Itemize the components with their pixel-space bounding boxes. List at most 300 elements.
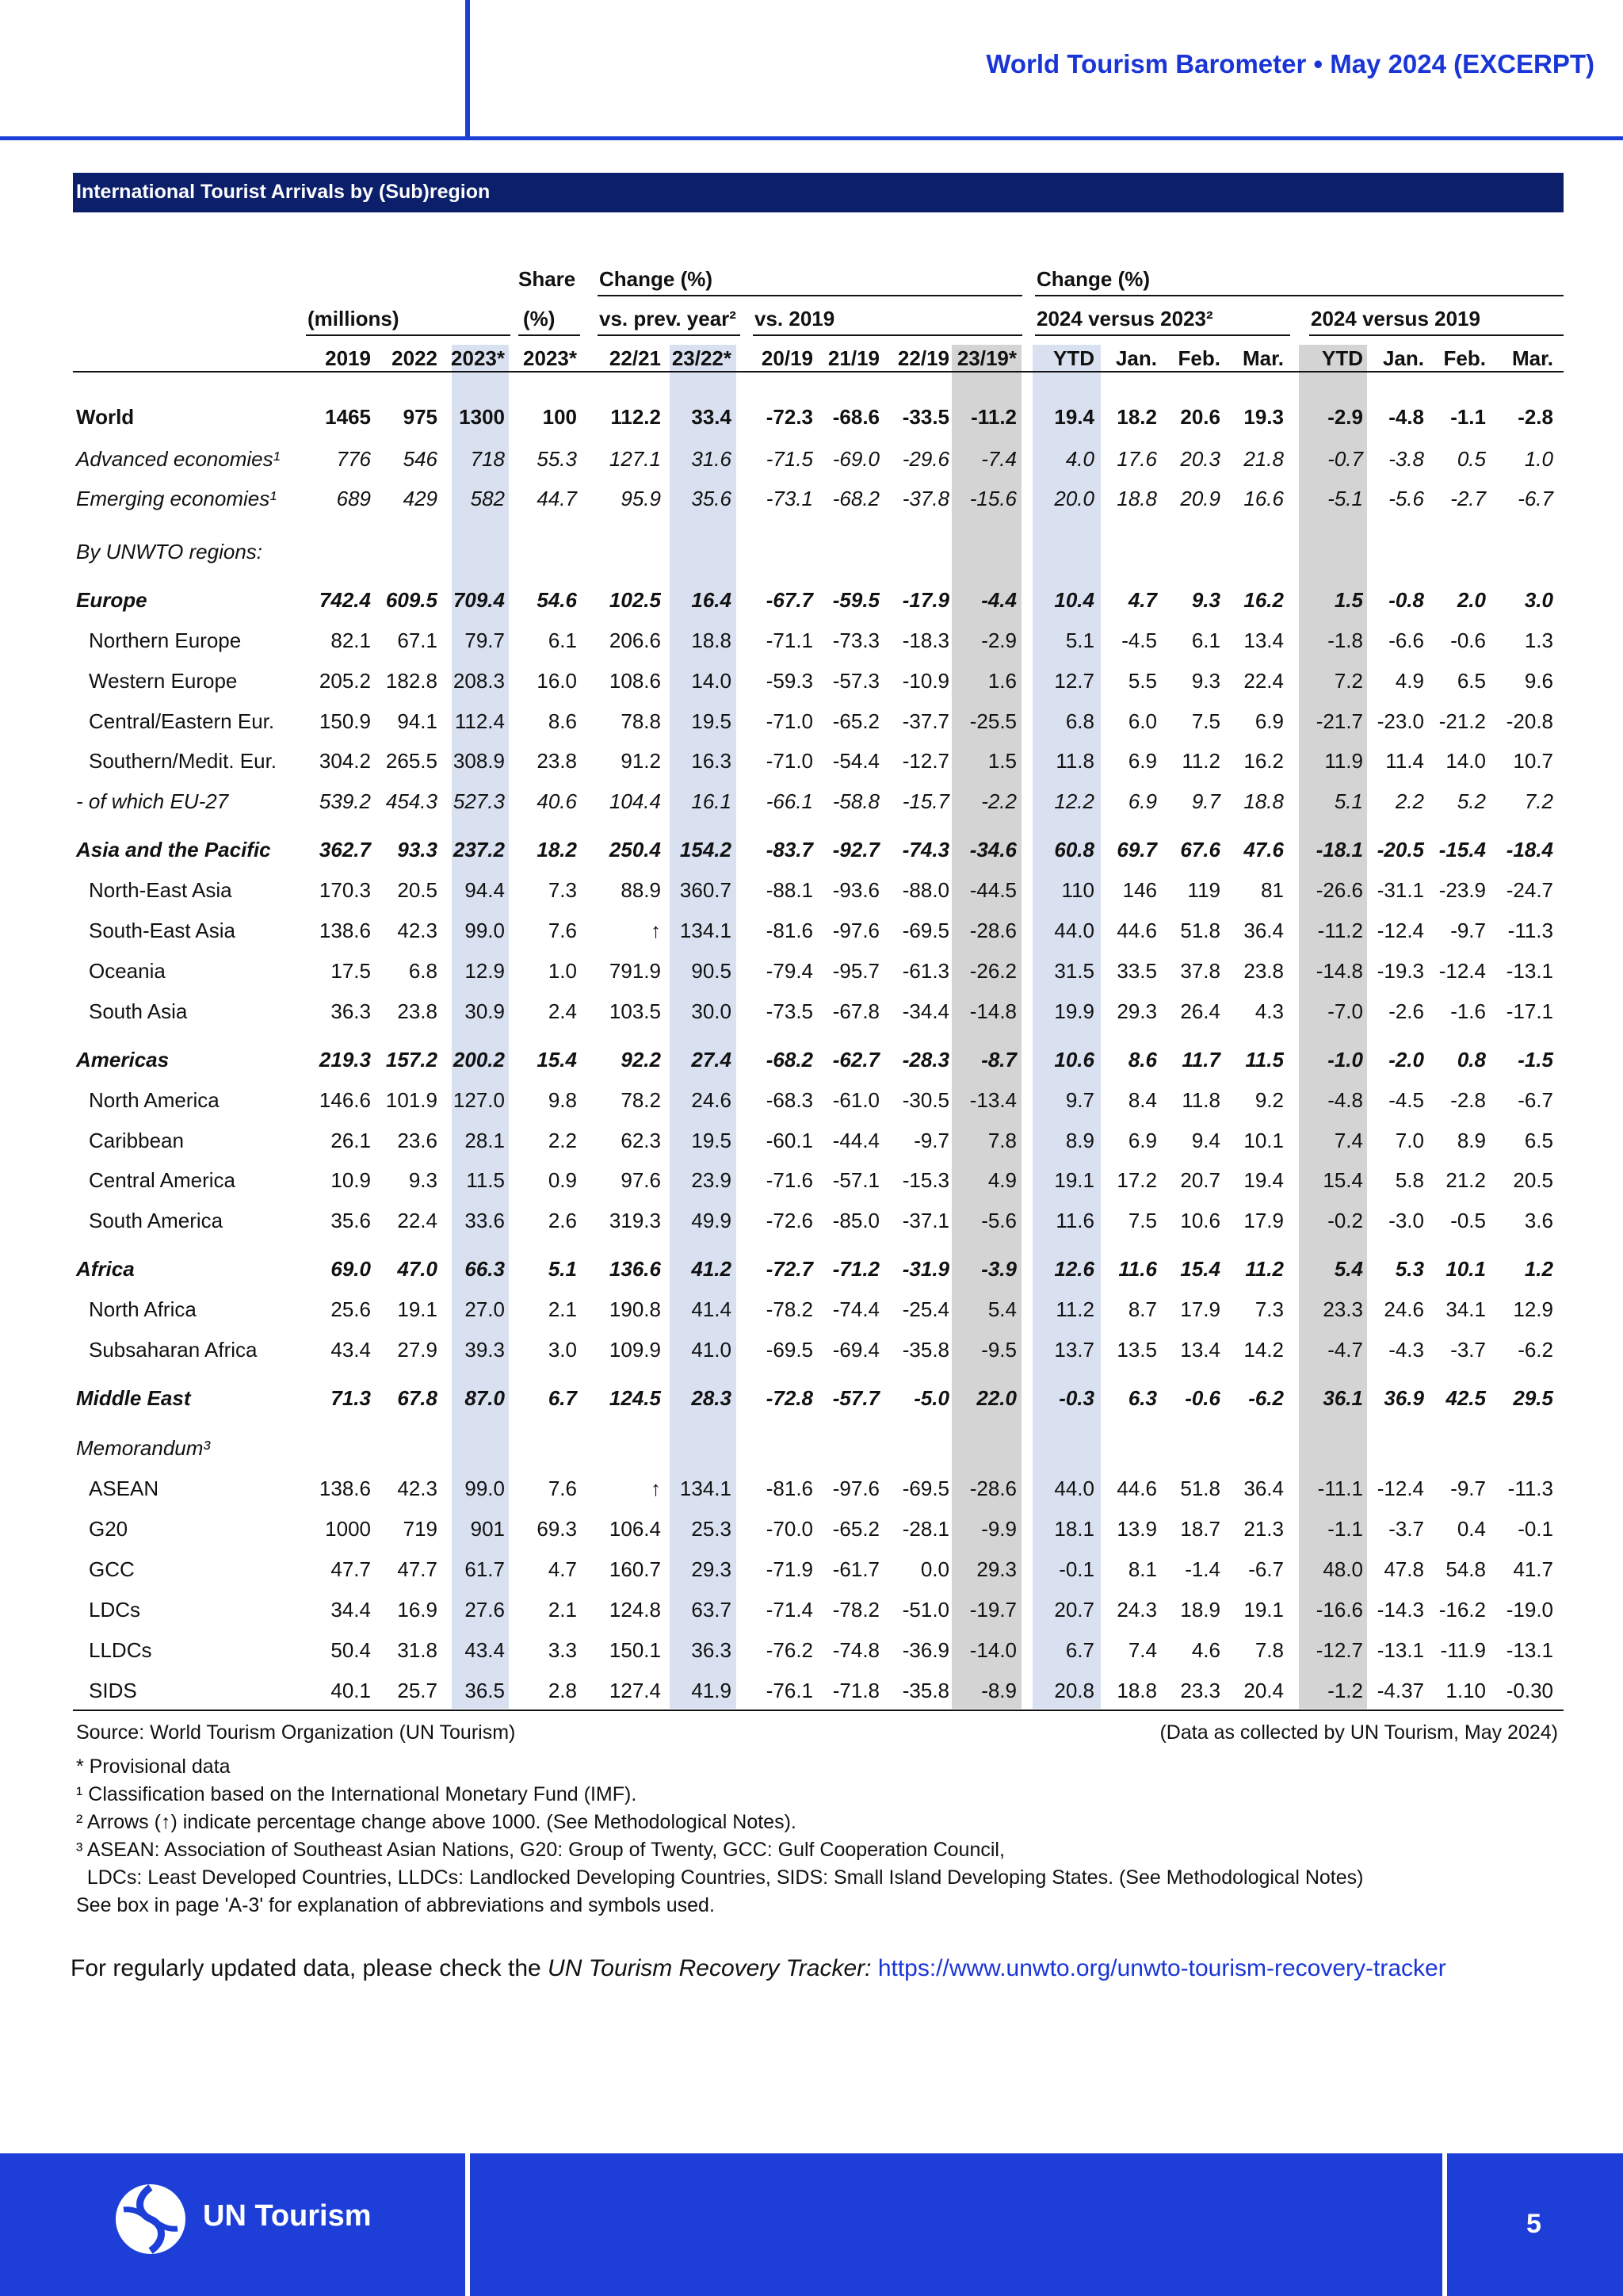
table-cell: 17.5 [330, 959, 371, 983]
table-cell: 10.7 [1513, 749, 1553, 773]
table-cell: 2.2 [548, 1129, 577, 1152]
table-cell: 104.4 [609, 789, 661, 813]
table-cell: -14.8 [1316, 959, 1363, 983]
table-cell: -73.5 [766, 999, 813, 1023]
table-cell: 4.0 [1065, 447, 1094, 471]
table-cell: 5.4 [1334, 1257, 1363, 1281]
table-cell: -12.7 [1316, 1638, 1363, 1662]
table-row [0, 1122, 1623, 1159]
table-cell: -11.1 [1317, 1477, 1363, 1500]
table-cell: 50.4 [330, 1638, 371, 1662]
row-label: South America [89, 1209, 223, 1232]
table-cell: -3.8 [1388, 447, 1424, 471]
table-cell: 6.5 [1457, 669, 1486, 693]
table-cell: 8.6 [548, 709, 577, 733]
column-header: YTD [1322, 346, 1363, 370]
table-cell: -44.4 [832, 1129, 880, 1152]
table-cell: -62.7 [832, 1048, 880, 1072]
hdr-vs-prev-year: vs. prev. year² [599, 307, 736, 330]
table-cell: 1.2 [1524, 1257, 1553, 1281]
table-cell: 12.9 [464, 959, 505, 983]
table-cell: 134.1 [679, 919, 731, 942]
table-cell: -88.1 [766, 878, 813, 902]
table-cell: -10.9 [902, 669, 949, 693]
table-cell: 16.9 [397, 1598, 437, 1622]
table-cell: 28.1 [464, 1129, 505, 1152]
table-cell: 190.8 [609, 1297, 661, 1321]
table-cell: -20.8 [1506, 709, 1553, 733]
table-cell: 1.6 [987, 669, 1017, 693]
table-cell: -54.4 [832, 749, 880, 773]
table-cell: 48.0 [1323, 1557, 1363, 1581]
table-cell: 124.5 [609, 1386, 661, 1410]
table-cell: 200.2 [453, 1048, 505, 1072]
table-cell: 319.3 [609, 1209, 661, 1232]
table-row [0, 831, 1623, 868]
table-cell: -59.3 [766, 669, 813, 693]
table-cell: 3.0 [1524, 588, 1553, 612]
source-right: (Data as collected by UN Tourism, May 2024) [1159, 1721, 1558, 1744]
table-cell: 11.6 [1056, 1209, 1094, 1232]
table-row [0, 399, 1623, 435]
table-cell: 9.6 [1524, 669, 1553, 693]
table-cell: -14.3 [1377, 1598, 1424, 1622]
table-cell: 51.8 [1180, 1477, 1220, 1500]
table-cell: 44.7 [537, 487, 577, 510]
table-cell: -11.9 [1440, 1638, 1486, 1662]
table-row [0, 1672, 1623, 1709]
table-cell: 55.3 [537, 447, 577, 471]
table-cell: -8.9 [981, 1679, 1017, 1702]
table-cell: 1.3 [1524, 628, 1553, 652]
table-cell: -51.0 [902, 1598, 949, 1622]
footer-logo-text: UN Tourism [203, 2199, 372, 2233]
table-cell: -13.4 [969, 1088, 1017, 1112]
table-cell: 18.8 [691, 628, 731, 652]
table-cell: -29.6 [902, 447, 949, 471]
table-cell: 527.3 [453, 789, 505, 813]
table-cell: 11.5 [466, 1168, 505, 1192]
table-cell: 47.7 [397, 1557, 437, 1581]
table-cell: 90.5 [691, 959, 731, 983]
table-cell: 42.3 [397, 1477, 437, 1500]
table-cell: 18.7 [1180, 1517, 1220, 1541]
table-cell: -4.5 [1388, 1088, 1424, 1112]
table-cell: -83.7 [766, 838, 813, 861]
table-cell: -26.2 [969, 959, 1017, 983]
table-cell: -70.0 [766, 1517, 813, 1541]
table-cell: -71.2 [832, 1257, 880, 1281]
table-cell: -21.7 [1316, 709, 1363, 733]
hdr-share: Share [518, 267, 576, 291]
table-cell: -7.0 [1327, 999, 1363, 1023]
table-cell: -72.6 [766, 1209, 813, 1232]
row-label: Southern/Medit. Eur. [89, 749, 277, 773]
table-cell: 42.5 [1445, 1386, 1486, 1410]
row-label: GCC [89, 1557, 135, 1581]
table-cell: -4.37 [1377, 1679, 1424, 1702]
table-cell: -28.6 [969, 919, 1017, 942]
column-header: 22/21 [609, 346, 661, 370]
table-cell: -6.6 [1388, 628, 1424, 652]
table-cell: 51.8 [1180, 919, 1220, 942]
row-label: Oceania [89, 959, 166, 983]
table-cell: -2.6 [1388, 999, 1424, 1023]
table-cell: 11.8 [1182, 1088, 1220, 1112]
table-cell: -9.7 [914, 1129, 949, 1152]
table-cell: 10.6 [1054, 1048, 1094, 1072]
table-row [0, 953, 1623, 989]
table-row [0, 1162, 1623, 1198]
table-row [0, 1511, 1623, 1547]
table-row [0, 582, 1623, 618]
table-cell: 13.7 [1054, 1338, 1094, 1362]
rule-millions [306, 334, 510, 336]
table-cell: 8.9 [1065, 1129, 1094, 1152]
table-cell: 2.8 [548, 1679, 577, 1702]
table-cell: 15.4 [537, 1048, 577, 1072]
table-cell: -15.7 [902, 789, 949, 813]
table-cell: 16.2 [1243, 588, 1284, 612]
table-cell: -9.7 [1450, 1477, 1486, 1500]
table-cell: 44.6 [1117, 919, 1157, 942]
row-label: Northern Europe [89, 628, 242, 652]
table-cell: 2.1 [548, 1297, 577, 1321]
table-cell: -69.4 [832, 1338, 880, 1362]
table-cell: 6.1 [1191, 628, 1220, 652]
table-cell: 901 [470, 1517, 505, 1541]
table-cell: -58.8 [832, 789, 880, 813]
table-cell: -93.6 [832, 878, 880, 902]
table-row [0, 993, 1623, 1030]
table-cell: -65.2 [832, 709, 880, 733]
table-cell: 7.6 [548, 1477, 577, 1500]
table-cell: -19.7 [969, 1598, 1017, 1622]
table-cell: 27.4 [691, 1048, 731, 1072]
table-cell: 11.8 [1056, 749, 1094, 773]
table-cell: 37.8 [1180, 959, 1220, 983]
table-cell: -13.1 [1506, 1638, 1553, 1662]
table-cell: 106.4 [609, 1517, 661, 1541]
table-cell: -1.1 [1327, 1517, 1363, 1541]
table-cell: 14.0 [1445, 749, 1486, 773]
table-cell: -17.1 [1506, 999, 1553, 1023]
table-cell: 362.7 [319, 838, 371, 861]
page-number: 5 [1526, 2209, 1541, 2239]
table-cell: 40.6 [537, 789, 577, 813]
table-cell: 79.7 [464, 628, 505, 652]
table-cell: 54.6 [537, 588, 577, 612]
page-header-title: World Tourism Barometer • May 2024 (EXCERPT) [986, 49, 1594, 78]
table-cell: 1.0 [1524, 447, 1553, 471]
table-cell: -17.9 [902, 588, 949, 612]
table-cell: 2.2 [1395, 789, 1424, 813]
table-cell: 23.8 [537, 749, 577, 773]
hdr-millions: (millions) [307, 307, 399, 330]
table-cell: 23.8 [1243, 959, 1284, 983]
table-cell: 20.3 [1180, 447, 1220, 471]
table-cell: 41.0 [691, 1338, 731, 1362]
table-row [0, 1331, 1623, 1368]
table-cell: 6.8 [1065, 709, 1094, 733]
table-cell: -72.8 [766, 1386, 813, 1410]
table-cell: 19.1 [1054, 1168, 1094, 1192]
table-cell: 4.3 [1254, 999, 1284, 1023]
table-cell: 99.0 [464, 1477, 505, 1500]
table-cell: 14.0 [691, 669, 731, 693]
table-cell: 15.4 [1180, 1257, 1220, 1281]
table-cell: -4.8 [1388, 405, 1424, 429]
table-cell: -72.7 [766, 1257, 813, 1281]
table-cell: 67.8 [397, 1386, 437, 1410]
table-cell: 13.5 [1117, 1338, 1157, 1362]
table-cell: 18.2 [1117, 405, 1157, 429]
table-cell: 2.4 [548, 999, 577, 1023]
table-cell: 101.9 [385, 1088, 437, 1112]
table-cell: -12.4 [1377, 1477, 1424, 1500]
table-cell: 3.3 [548, 1638, 577, 1662]
hdr-vs-2019-2024: 2024 versus 2019 [1311, 307, 1480, 330]
table-cell: 11.5 [1245, 1048, 1284, 1072]
table-cell: 13.4 [1180, 1338, 1220, 1362]
column-header: 20/19 [761, 346, 813, 370]
table-cell: -85.0 [832, 1209, 880, 1232]
table-cell: 102.5 [609, 588, 661, 612]
table-cell: -15.4 [1438, 838, 1486, 861]
table-cell: 16.6 [1243, 487, 1284, 510]
table-cell: 9.3 [408, 1168, 437, 1192]
table-cell: 11.2 [1182, 749, 1220, 773]
table-cell: -4.5 [1121, 628, 1157, 652]
table-cell: -4.7 [1327, 1338, 1363, 1362]
table-cell: 31.8 [397, 1638, 437, 1662]
table-cell: 33.6 [464, 1209, 505, 1232]
table-cell: 9.3 [1191, 588, 1220, 612]
table-row [0, 783, 1623, 819]
table-cell: 1300 [459, 405, 505, 429]
table-cell: 205.2 [319, 669, 371, 693]
table-cell: 11.2 [1245, 1257, 1284, 1281]
table-cell: 35.6 [330, 1209, 371, 1232]
table-row [0, 533, 1623, 570]
table-cell: 5.5 [1128, 669, 1157, 693]
table-cell: 718 [470, 447, 505, 471]
table-cell: 108.6 [609, 669, 661, 693]
note-asean: ³ ASEAN: Association of Southeast Asian Nations, G20: Group of Twenty, GCC: Gulf Cooperation Council, [76, 1839, 1005, 1861]
row-label: LLDCs [89, 1638, 152, 1662]
table-cell: 24.3 [1117, 1598, 1157, 1622]
table-cell: -0.5 [1450, 1209, 1486, 1232]
table-cell: 43.4 [330, 1338, 371, 1362]
table-cell: 27.6 [464, 1598, 505, 1622]
table-cell: -68.3 [766, 1088, 813, 1112]
table-cell: -37.1 [902, 1209, 949, 1232]
table-cell: 2.0 [1457, 588, 1486, 612]
table-cell: 26.1 [330, 1129, 371, 1152]
table-cell: -20.5 [1377, 838, 1424, 861]
row-label: - of which EU-27 [76, 789, 229, 813]
column-header: Mar. [1242, 346, 1284, 370]
table-cell: -16.2 [1438, 1598, 1486, 1622]
table-cell: -3.0 [1388, 1209, 1424, 1232]
table-cell: -6.7 [1248, 1557, 1284, 1581]
table-cell: -13.1 [1506, 959, 1553, 983]
table-cell: 36.9 [1384, 1386, 1424, 1410]
table-cell: 14.2 [1243, 1338, 1284, 1362]
table-cell: 8.1 [1128, 1557, 1157, 1581]
tracker-prefix: For regularly updated data, please check the [71, 1955, 548, 1981]
table-cell: 6.8 [408, 959, 437, 983]
table-cell: 10.1 [1445, 1257, 1486, 1281]
table-cell: 19.3 [1243, 405, 1284, 429]
table-cell: -57.1 [832, 1168, 880, 1192]
table-cell: 41.9 [691, 1679, 731, 1702]
rule-vs-2019 [753, 334, 1022, 336]
table-cell: 17.9 [1243, 1209, 1284, 1232]
table-cell: 36.3 [330, 999, 371, 1023]
column-header: Jan. [1382, 346, 1424, 370]
table-cell: -5.6 [1388, 487, 1424, 510]
row-label: Caribbean [89, 1129, 184, 1152]
table-cell: 23.3 [1180, 1679, 1220, 1702]
table-cell: -74.3 [902, 838, 949, 861]
table-cell: 20.7 [1180, 1168, 1220, 1192]
table-cell: -72.3 [766, 405, 813, 429]
table-cell: 18.8 [1243, 789, 1284, 813]
table-cell: 92.2 [621, 1048, 661, 1072]
table-cell: 20.0 [1054, 487, 1094, 510]
table-cell: -3.9 [981, 1257, 1017, 1281]
table-cell: 44.0 [1054, 1477, 1094, 1500]
table-cell: 6.7 [1065, 1638, 1094, 1662]
row-label: Africa [76, 1257, 135, 1281]
table-cell: 82.1 [330, 628, 371, 652]
table-cell: 40.1 [330, 1679, 371, 1702]
table-cell: 4.9 [1395, 669, 1424, 693]
header-rule [0, 136, 1623, 140]
hdr-change-left: Change (%) [599, 267, 712, 291]
table-cell: -37.7 [902, 709, 949, 733]
table-cell: 33.4 [691, 405, 731, 429]
table-cell: -61.3 [902, 959, 949, 983]
table-cell: 154.2 [679, 838, 731, 861]
note-provisional: * Provisional data [76, 1755, 231, 1778]
table-cell: 87.0 [464, 1386, 505, 1410]
table-cell: -65.2 [832, 1517, 880, 1541]
table-cell: -5.0 [914, 1386, 949, 1410]
column-header: 23/19* [957, 346, 1017, 370]
table-cell: 304.2 [319, 749, 371, 773]
table-cell: -81.6 [766, 1477, 813, 1500]
column-header: 2023* [451, 346, 505, 370]
table-cell: 7.6 [548, 919, 577, 942]
row-label: Europe [76, 588, 147, 612]
table-cell: 16.0 [537, 669, 577, 693]
table-cell: 719 [403, 1517, 437, 1541]
table-cell: -68.2 [766, 1048, 813, 1072]
row-label: ASEAN [89, 1477, 159, 1500]
table-cell: 206.6 [609, 628, 661, 652]
table-cell: 791.9 [609, 959, 661, 983]
table-cell: 29.3 [976, 1557, 1017, 1581]
table-cell: -69.0 [832, 447, 880, 471]
table-cell: 19.1 [1243, 1598, 1284, 1622]
tracker-link[interactable]: https://www.unwto.org/unwto-tourism-recovery-tracker [877, 1955, 1446, 1981]
table-cell: 15.4 [1323, 1168, 1363, 1192]
row-label: South-East Asia [89, 919, 235, 942]
table-cell: 22.0 [976, 1386, 1017, 1410]
table-cell: -68.6 [832, 405, 880, 429]
table-cell: 16.3 [691, 749, 731, 773]
table-cell: 30.9 [464, 999, 505, 1023]
table-row [0, 1591, 1623, 1628]
table-cell: -1.8 [1327, 628, 1363, 652]
table-cell: 24.6 [1384, 1297, 1424, 1321]
table-cell: 7.5 [1191, 709, 1220, 733]
table-cell: 709.4 [453, 588, 505, 612]
table-cell: -25.4 [902, 1297, 949, 1321]
table-cell: -2.8 [1518, 405, 1553, 429]
table-cell: 19.5 [691, 1129, 731, 1152]
table-cell: 8.9 [1457, 1129, 1486, 1152]
row-label: Subsaharan Africa [89, 1338, 258, 1362]
row-label: Western Europe [89, 669, 238, 693]
table-cell: 182.8 [385, 669, 437, 693]
note-see-box: See box in page 'A-3' for explanation of abbreviations and symbols used. [76, 1894, 715, 1916]
table-cell: -24.7 [1506, 878, 1553, 902]
table-cell: -15.3 [902, 1168, 949, 1192]
table-cell: -5.6 [981, 1209, 1017, 1232]
table-cell: 7.2 [1334, 669, 1363, 693]
table-cell: 4.7 [548, 1557, 577, 1581]
table-cell: -0.1 [1059, 1557, 1094, 1581]
table-cell: 18.1 [1054, 1517, 1094, 1541]
row-label: By UNWTO regions: [76, 540, 263, 563]
table-cell: 170.3 [319, 878, 371, 902]
column-header: Feb. [1178, 346, 1220, 370]
table-cell: 21.8 [1243, 447, 1284, 471]
column-header: Jan. [1115, 346, 1157, 370]
table-cell: -2.9 [1327, 405, 1363, 429]
table-cell: -88.0 [902, 878, 949, 902]
table-cell: -2.2 [981, 789, 1017, 813]
table-cell: 36.5 [464, 1679, 505, 1702]
table-cell: 5.3 [1395, 1257, 1424, 1281]
table-cell: -0.7 [1327, 447, 1363, 471]
row-label: North Africa [89, 1297, 197, 1321]
table-cell: -0.1 [1518, 1517, 1553, 1541]
table-cell: -30.5 [902, 1088, 949, 1112]
table-cell: -71.9 [766, 1557, 813, 1581]
column-header: 2019 [325, 346, 371, 370]
table-cell: 34.1 [1445, 1297, 1486, 1321]
table-cell: -71.5 [766, 447, 813, 471]
table-cell: 3.0 [548, 1338, 577, 1362]
table-cell: -73.3 [832, 628, 880, 652]
table-cell: 60.8 [1054, 838, 1094, 861]
table-cell: 94.4 [464, 878, 505, 902]
table-row [0, 1082, 1623, 1118]
table-cell: 9.8 [548, 1088, 577, 1112]
table-cell: -71.0 [766, 749, 813, 773]
table-cell: 99.0 [464, 919, 505, 942]
table-cell: 41.4 [691, 1297, 731, 1321]
table-cell: -92.7 [832, 838, 880, 861]
table-cell: -1.0 [1327, 1048, 1363, 1072]
table-cell: 78.8 [621, 709, 661, 733]
table-cell: 742.4 [319, 588, 371, 612]
table-cell: -95.7 [832, 959, 880, 983]
